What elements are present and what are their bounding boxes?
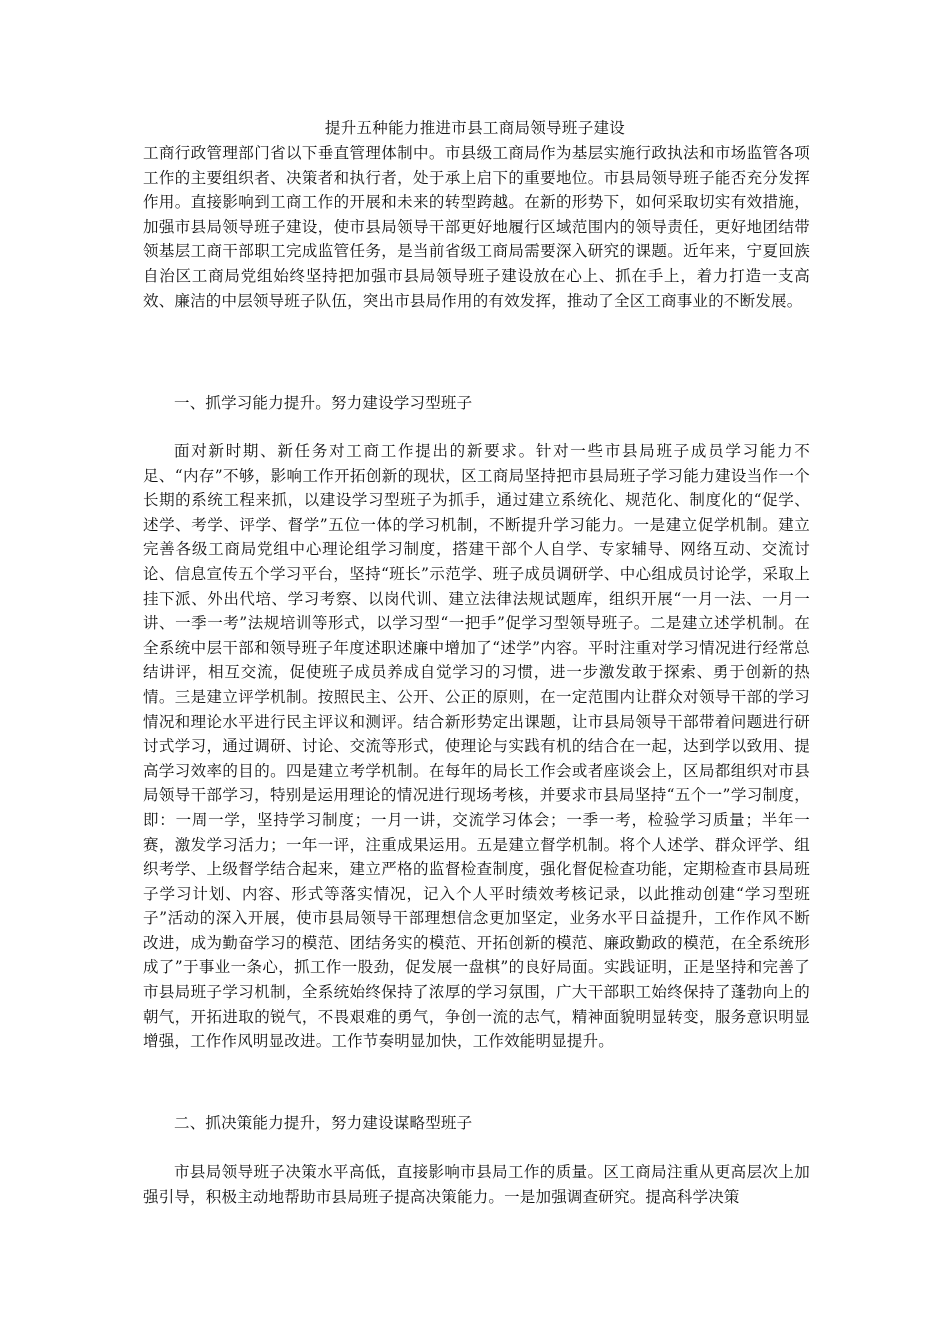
intro-paragraph: 工商行政管理部门省以下垂直管理体制中。市县级工商局作为基层实施行政执法和市场监管各项工作的主要组织者、决策者和执行者，处于承上启下的重要地位。市县局领导班子能否充分发挥作用。直接影响到工商工作的开展和未来的转型跨越。在新的形势下，如何采取切实有效措施，加强市县局领导班子建设，使市县局领导干部更好地履行区域范围内的领导责任，更好地团结带领基层工商干部职工完成监管任务，是当前省级工商局需要深入研究的课题。近年来，宁夏回族自治区工商局党组始终坚持把加强市县局领导班子建设放在心上、抓在手上，着力打造一支高效、廉洁的中层领导班子队伍，突出市县局作用的有效发挥，推动了全区工商事业的不断发展。 [143,144,810,310]
section-2-heading: 二、抓决策能力提升，努力建设谋略型班子 [174,1114,473,1132]
section-2-body: 市县局领导班子决策水平高低，直接影响市县局工作的质量。区工商局注重从更高层次上加强引导，积极主动地帮助市县局班子提高决策能力。一是加强调查研究。提高科学决策 [143,1163,810,1206]
section-1-heading: 一、抓学习能力提升。努力建设学习型班子 [174,394,473,412]
section-1-body: 面对新时期、新任务对工商工作提出的新要求。针对一些市县局班子成员学习能力不足、“内存”不够，影响工作开拓创新的现状，区工商局坚持把市县局班子学习能力建设当作一个长期的系统工程来抓，以建设学习型班子为抓手，通过建立系统化、规范化、制度化的“促学、述学、考学、评学、督学”五位一体的学习机制，不断提升学习能力。一是建立促学机制。建立完善各级工商局党组中心理论组学习制度，搭建干部个人自学、专家辅导、网络互动、交流讨论、信息宣传五个学习平台，坚持“班长”示范学、班子成员调研学、中心组成员讨论学，采取上挂下派、外出代培、学习考察、以岗代训、建立法律法规试题库，组织开展“一月一法、一月一讲、一季一考”法规培训等形式，以学习型“一把手”促学习型领导班子。二是建立述学机制。在全系统中层干部和领导班子年度述职述廉中增加了“述学”内容。平时注重对学习情况进行经常总结讲评，相互交流，促使班子成员养成自觉学习的习惯，进一步激发敢于探索、勇于创新的热情。三是建立评学机制。按照民主、公开、公正的原则，在一定范围内让群众对领导干部的学习情况和理论水平进行民主评议和测评。结合新形势定出课题，让市县局领导干部带着问题进行研讨式学习，通过调研、讨论、交流等形式，使理论与实践有机的结合在一起，达到学以致用、提高学习效率的目的。四是建立考学机制。在每年的局长工作会或者座谈会上，区局都组织对市县局领导干部学习，特别是运用理论的情况进行现场考核，并要求市县局坚持“五个一”学习制度，即：一周一学，坚持学习制度；一月一讲，交流学习体会；一季一考，检验学习质量；半年一赛，激发学习活力；一年一评，注重成果运用。五是建立督学机制。将个人述学、群众评学、组织考学、上级督学结合起来，建立严格的监督检查制度，强化督促检查功能，定期检查市县局班子学习计划、内容、形式等落实情况，记入个人平时绩效考核记录，以此推动创建“学习型班子”活动的深入开展，使市县局领导干部理想信念更加坚定，业务水平日益提升，工作作风不断改进，成为勤奋学习的模范、团结务实的模范、开拓创新的模范、廉政勤政的模范，在全系统形成了”于事业一条心，抓工作一股劲，促发展一盘棋”的良好局面。实践证明，正是坚持和完善了市县局班子学习机制，全系统始终保持了浓厚的学习氛围，广大干部职工始终保持了蓬勃向上的朝气，开拓进取的锐气，不畏艰难的勇气，争创一流的志气，精神面貌明显转变，服务意识明显增强，工作作风明显改进。工作节奏明显加快，工作效能明显提升。 [143,442,810,1051]
document-title: 提升五种能力推进市县工商局领导班子建设 [324,119,626,137]
